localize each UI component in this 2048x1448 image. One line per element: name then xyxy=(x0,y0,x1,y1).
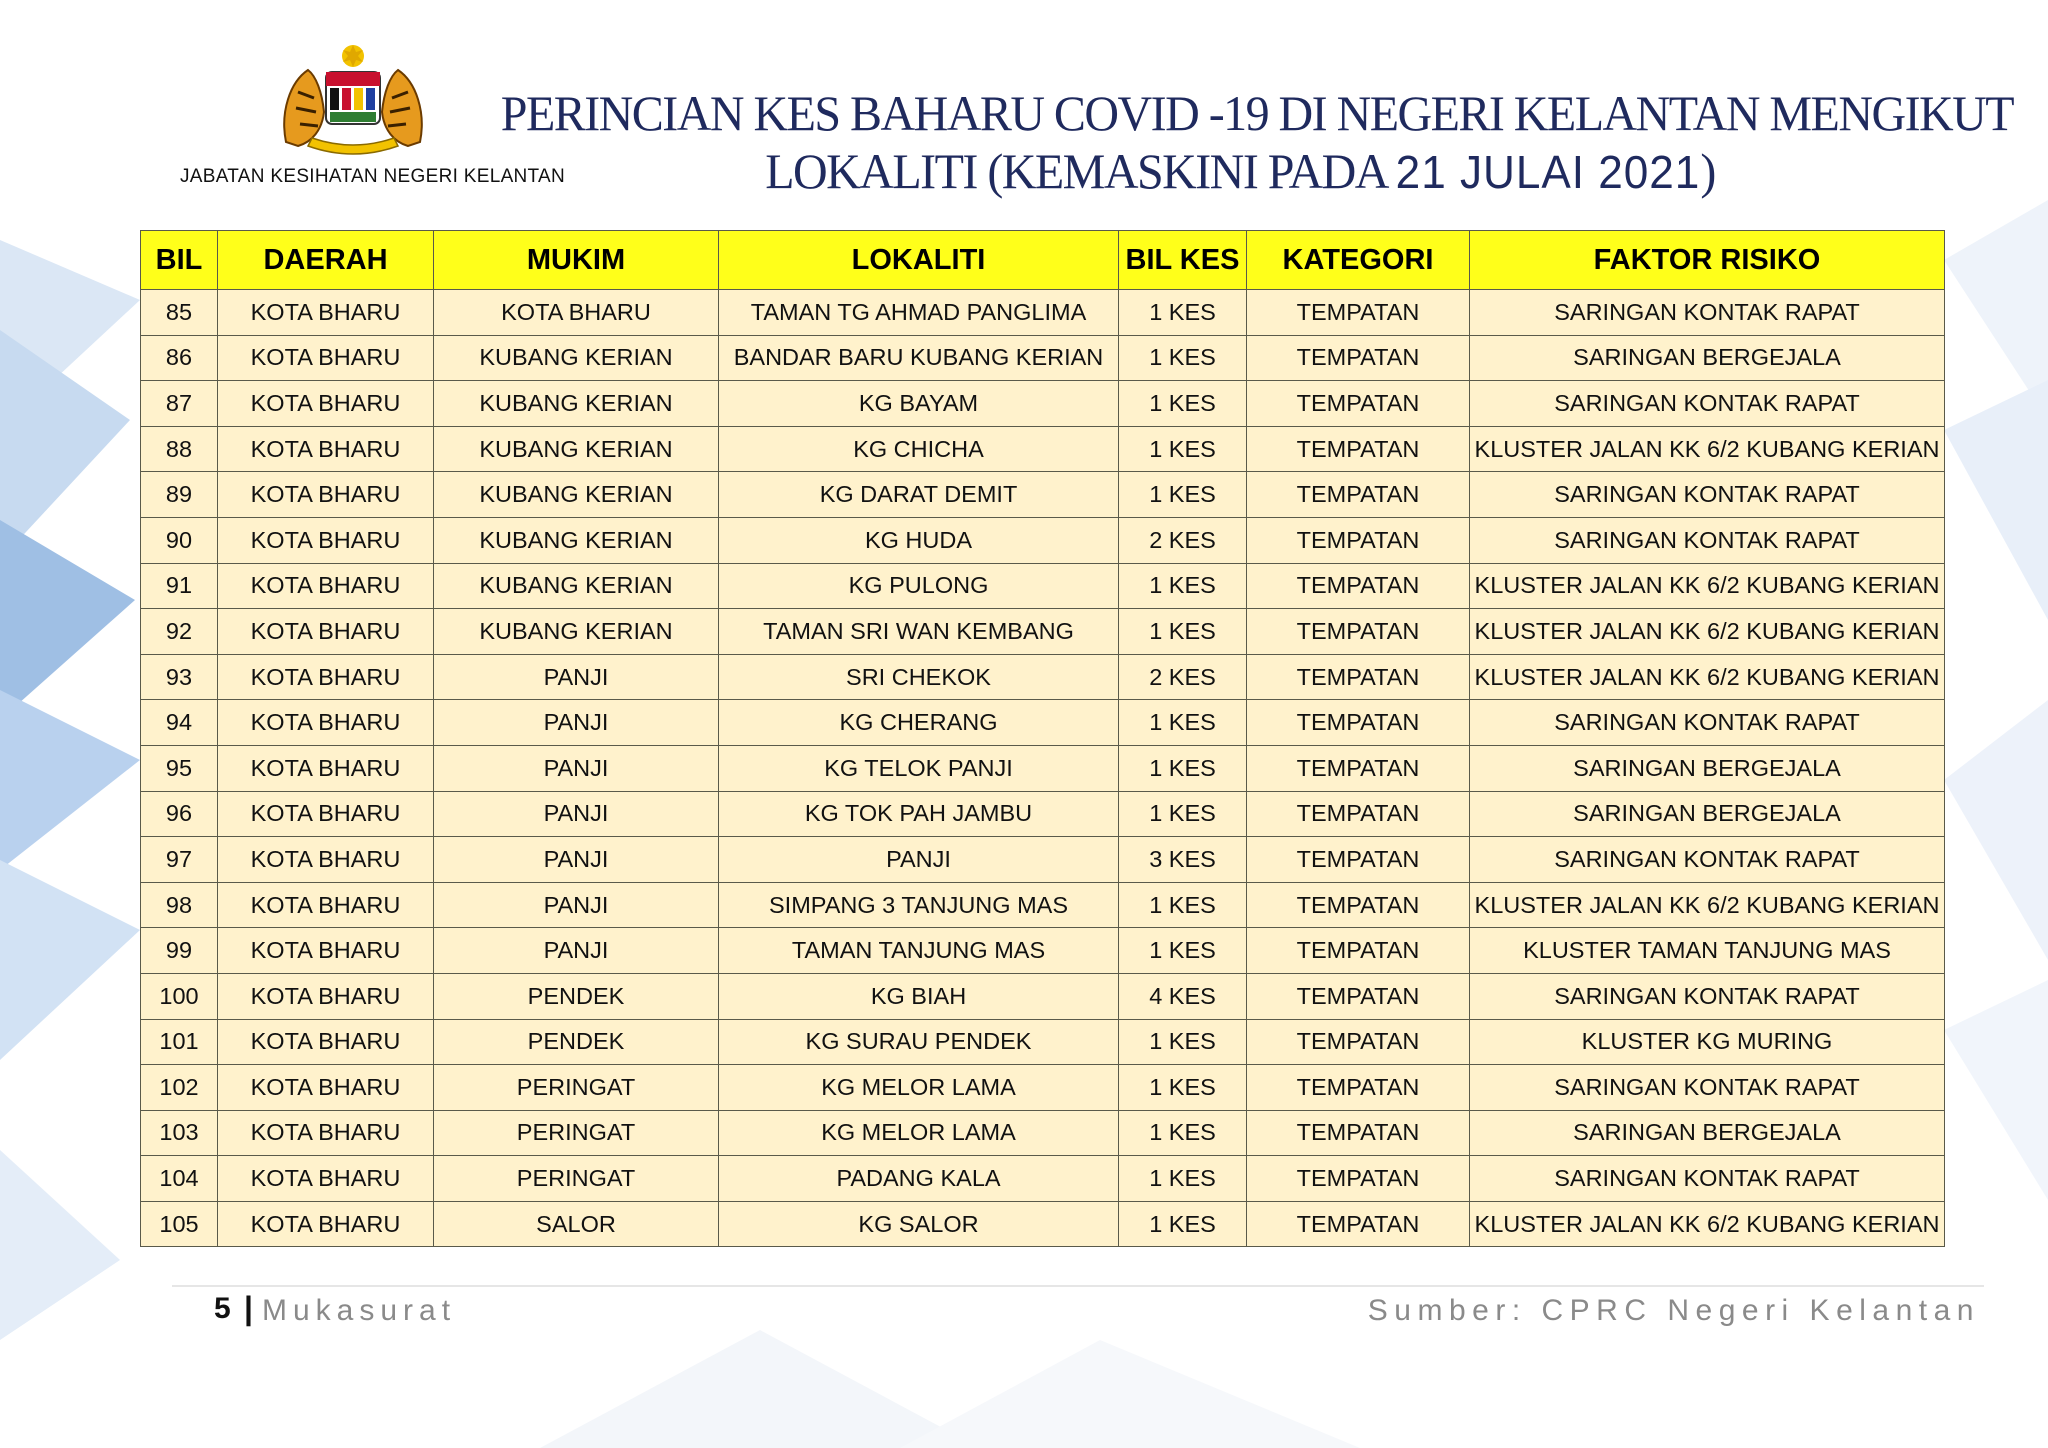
cell-kategori: TEMPATAN xyxy=(1247,290,1470,336)
cell-kategori: TEMPATAN xyxy=(1247,928,1470,974)
footer-divider xyxy=(172,1285,1984,1287)
cell-bil: 97 xyxy=(141,837,218,883)
cell-mukim: PANJI xyxy=(434,837,719,883)
cell-lokaliti: KG MELOR LAMA xyxy=(719,1110,1119,1156)
cell-faktor-risiko: KLUSTER TAMAN TANJUNG MAS xyxy=(1470,928,1945,974)
cell-mukim: KUBANG KERIAN xyxy=(434,335,719,381)
cell-bil-kes: 1 KES xyxy=(1119,381,1247,427)
cell-lokaliti: KG TOK PAH JAMBU xyxy=(719,791,1119,837)
cell-kategori: TEMPATAN xyxy=(1247,882,1470,928)
cell-faktor-risiko: KLUSTER JALAN KK 6/2 KUBANG KERIAN xyxy=(1470,1201,1945,1247)
cell-bil-kes: 2 KES xyxy=(1119,517,1247,563)
table-row xyxy=(141,928,1945,974)
title-line-1: PERINCIAN KES BAHARU COVID -19 DI NEGERI KELANTAN MENGIKUT xyxy=(500,85,2014,141)
cell-bil: 96 xyxy=(141,791,218,837)
column-header: MUKIM xyxy=(434,231,719,290)
cell-bil: 102 xyxy=(141,1065,218,1111)
table-row xyxy=(141,837,1945,883)
page-title xyxy=(500,84,2014,201)
cell-faktor-risiko: SARINGAN KONTAK RAPAT xyxy=(1470,381,1945,427)
cell-lokaliti: KG CHERANG xyxy=(719,700,1119,746)
cell-mukim: PERINGAT xyxy=(434,1065,719,1111)
cell-daerah: KOTA BHARU xyxy=(218,472,434,518)
table-row xyxy=(141,1110,1945,1156)
cell-mukim: KOTA BHARU xyxy=(434,290,719,336)
cell-daerah: KOTA BHARU xyxy=(218,700,434,746)
cell-daerah: KOTA BHARU xyxy=(218,973,434,1019)
cell-bil-kes: 1 KES xyxy=(1119,791,1247,837)
cell-lokaliti: KG PULONG xyxy=(719,563,1119,609)
cell-kategori: TEMPATAN xyxy=(1247,563,1470,609)
table-row xyxy=(141,381,1945,427)
cell-bil: 104 xyxy=(141,1156,218,1202)
cell-daerah: KOTA BHARU xyxy=(218,335,434,381)
table-row xyxy=(141,882,1945,928)
cell-daerah: KOTA BHARU xyxy=(218,290,434,336)
cell-kategori: TEMPATAN xyxy=(1247,1201,1470,1247)
table-row xyxy=(141,1019,1945,1065)
cell-daerah: KOTA BHARU xyxy=(218,517,434,563)
column-header: FAKTOR RISIKO xyxy=(1470,231,1945,290)
cell-lokaliti: KG BIAH xyxy=(719,973,1119,1019)
cell-bil-kes: 1 KES xyxy=(1119,1065,1247,1111)
cell-bil-kes: 1 KES xyxy=(1119,700,1247,746)
cell-lokaliti: KG BAYAM xyxy=(719,381,1119,427)
cell-faktor-risiko: SARINGAN KONTAK RAPAT xyxy=(1470,700,1945,746)
cases-table-container xyxy=(140,230,1944,1247)
cell-bil-kes: 1 KES xyxy=(1119,1110,1247,1156)
cell-lokaliti: PANJI xyxy=(719,837,1119,883)
cell-mukim: PANJI xyxy=(434,928,719,974)
cell-lokaliti: TAMAN TG AHMAD PANGLIMA xyxy=(719,290,1119,336)
table-header-row xyxy=(141,231,1945,290)
cell-kategori: TEMPATAN xyxy=(1247,973,1470,1019)
cell-kategori: TEMPATAN xyxy=(1247,381,1470,427)
source-credit: Sumber: CPRC Negeri Kelantan xyxy=(1367,1294,1980,1327)
cell-kategori: TEMPATAN xyxy=(1247,517,1470,563)
cell-mukim: PENDEK xyxy=(434,1019,719,1065)
cell-kategori: TEMPATAN xyxy=(1247,791,1470,837)
table-row xyxy=(141,335,1945,381)
table-row xyxy=(141,973,1945,1019)
cell-bil: 88 xyxy=(141,426,218,472)
cell-faktor-risiko: SARINGAN BERGEJALA xyxy=(1470,745,1945,791)
cell-bil-kes: 4 KES xyxy=(1119,973,1247,1019)
cell-bil: 91 xyxy=(141,563,218,609)
cell-bil-kes: 1 KES xyxy=(1119,1156,1247,1202)
page-header xyxy=(0,0,2048,230)
cell-kategori: TEMPATAN xyxy=(1247,609,1470,655)
cell-mukim: PENDEK xyxy=(434,973,719,1019)
cell-faktor-risiko: KLUSTER JALAN KK 6/2 KUBANG KERIAN xyxy=(1470,654,1945,700)
cell-lokaliti: KG TELOK PANJI xyxy=(719,745,1119,791)
cell-faktor-risiko: SARINGAN KONTAK RAPAT xyxy=(1470,290,1945,336)
cell-mukim: PANJI xyxy=(434,791,719,837)
cell-bil: 98 xyxy=(141,882,218,928)
table-row xyxy=(141,700,1945,746)
cases-table xyxy=(140,230,1945,1247)
cell-daerah: KOTA BHARU xyxy=(218,928,434,974)
cell-bil: 86 xyxy=(141,335,218,381)
cell-faktor-risiko: SARINGAN KONTAK RAPAT xyxy=(1470,472,1945,518)
cell-mukim: KUBANG KERIAN xyxy=(434,381,719,427)
table-row xyxy=(141,1065,1945,1111)
cell-bil-kes: 3 KES xyxy=(1119,837,1247,883)
cell-mukim: KUBANG KERIAN xyxy=(434,426,719,472)
cell-lokaliti: SRI CHEKOK xyxy=(719,654,1119,700)
cell-daerah: KOTA BHARU xyxy=(218,381,434,427)
cell-bil-kes: 1 KES xyxy=(1119,928,1247,974)
table-row xyxy=(141,426,1945,472)
cell-lokaliti: KG SURAU PENDEK xyxy=(719,1019,1119,1065)
table-row xyxy=(141,1201,1945,1247)
cell-daerah: KOTA BHARU xyxy=(218,745,434,791)
cell-bil-kes: 1 KES xyxy=(1119,1019,1247,1065)
cell-mukim: PERINGAT xyxy=(434,1110,719,1156)
cell-mukim: PANJI xyxy=(434,654,719,700)
cell-kategori: TEMPATAN xyxy=(1247,654,1470,700)
cell-bil: 101 xyxy=(141,1019,218,1065)
cell-faktor-risiko: KLUSTER JALAN KK 6/2 KUBANG KERIAN xyxy=(1470,609,1945,655)
cell-bil: 93 xyxy=(141,654,218,700)
cell-bil-kes: 1 KES xyxy=(1119,335,1247,381)
cell-bil-kes: 1 KES xyxy=(1119,472,1247,518)
cell-bil: 90 xyxy=(141,517,218,563)
cell-lokaliti: TAMAN TANJUNG MAS xyxy=(719,928,1119,974)
cell-mukim: KUBANG KERIAN xyxy=(434,517,719,563)
cell-faktor-risiko: SARINGAN KONTAK RAPAT xyxy=(1470,517,1945,563)
column-header: KATEGORI xyxy=(1247,231,1470,290)
cell-lokaliti: PADANG KALA xyxy=(719,1156,1119,1202)
cell-lokaliti: KG CHICHA xyxy=(719,426,1119,472)
cell-faktor-risiko: SARINGAN KONTAK RAPAT xyxy=(1470,837,1945,883)
title-line-2 xyxy=(501,142,1979,201)
cell-kategori: TEMPATAN xyxy=(1247,1156,1470,1202)
column-header: DAERAH xyxy=(218,231,434,290)
cell-bil-kes: 1 KES xyxy=(1119,1201,1247,1247)
cell-mukim: PANJI xyxy=(434,882,719,928)
page-separator: | xyxy=(244,1290,253,1326)
cell-lokaliti: KG DARAT DEMIT xyxy=(719,472,1119,518)
table-body xyxy=(141,290,1945,1247)
cell-kategori: TEMPATAN xyxy=(1247,1065,1470,1111)
cell-bil: 94 xyxy=(141,700,218,746)
table-row xyxy=(141,563,1945,609)
cell-mukim: PANJI xyxy=(434,745,719,791)
cell-lokaliti: TAMAN SRI WAN KEMBANG xyxy=(719,609,1119,655)
title-date: 21 JULAI 2021 xyxy=(1395,146,1701,198)
cell-daerah: KOTA BHARU xyxy=(218,882,434,928)
table-row xyxy=(141,609,1945,655)
cell-bil-kes: 1 KES xyxy=(1119,426,1247,472)
title-line-2-suffix: ) xyxy=(1700,143,1715,199)
table-row xyxy=(141,791,1945,837)
table-row xyxy=(141,745,1945,791)
cell-mukim: SALOR xyxy=(434,1201,719,1247)
table-row xyxy=(141,472,1945,518)
cell-faktor-risiko: SARINGAN BERGEJALA xyxy=(1470,791,1945,837)
cell-bil: 103 xyxy=(141,1110,218,1156)
cell-kategori: TEMPATAN xyxy=(1247,745,1470,791)
cell-bil: 99 xyxy=(141,928,218,974)
cell-bil: 92 xyxy=(141,609,218,655)
cell-bil: 89 xyxy=(141,472,218,518)
cell-kategori: TEMPATAN xyxy=(1247,837,1470,883)
cell-faktor-risiko: SARINGAN BERGEJALA xyxy=(1470,1110,1945,1156)
cell-faktor-risiko: KLUSTER JALAN KK 6/2 KUBANG KERIAN xyxy=(1470,426,1945,472)
column-header: BIL xyxy=(141,231,218,290)
cell-bil-kes: 1 KES xyxy=(1119,745,1247,791)
cell-faktor-risiko: KLUSTER JALAN KK 6/2 KUBANG KERIAN xyxy=(1470,563,1945,609)
cell-daerah: KOTA BHARU xyxy=(218,837,434,883)
cell-bil: 85 xyxy=(141,290,218,336)
table-row xyxy=(141,1156,1945,1202)
cell-faktor-risiko: KLUSTER JALAN KK 6/2 KUBANG KERIAN xyxy=(1470,882,1945,928)
cell-bil-kes: 2 KES xyxy=(1119,654,1247,700)
cell-daerah: KOTA BHARU xyxy=(218,654,434,700)
cell-kategori: TEMPATAN xyxy=(1247,1110,1470,1156)
table-row xyxy=(141,290,1945,336)
cell-kategori: TEMPATAN xyxy=(1247,700,1470,746)
cell-bil-kes: 1 KES xyxy=(1119,882,1247,928)
column-header: BIL KES xyxy=(1119,231,1247,290)
cell-lokaliti: KG MELOR LAMA xyxy=(719,1065,1119,1111)
cell-daerah: KOTA BHARU xyxy=(218,1065,434,1111)
cell-daerah: KOTA BHARU xyxy=(218,563,434,609)
cell-faktor-risiko: SARINGAN KONTAK RAPAT xyxy=(1470,1065,1945,1111)
table-row xyxy=(141,654,1945,700)
cell-faktor-risiko: SARINGAN KONTAK RAPAT xyxy=(1470,973,1945,1019)
cell-daerah: KOTA BHARU xyxy=(218,1201,434,1247)
cell-mukim: KUBANG KERIAN xyxy=(434,472,719,518)
cell-kategori: TEMPATAN xyxy=(1247,426,1470,472)
cell-bil-kes: 1 KES xyxy=(1119,609,1247,655)
cell-daerah: KOTA BHARU xyxy=(218,609,434,655)
malaysia-coat-of-arms-icon xyxy=(268,42,438,160)
page-number: 5 xyxy=(214,1292,231,1325)
cell-bil: 105 xyxy=(141,1201,218,1247)
cell-kategori: TEMPATAN xyxy=(1247,472,1470,518)
cell-mukim: KUBANG KERIAN xyxy=(434,609,719,655)
column-header: LOKALITI xyxy=(719,231,1119,290)
cell-mukim: PANJI xyxy=(434,700,719,746)
title-line-2-prefix: LOKALITI (KEMASKINI PADA xyxy=(765,143,1396,199)
cell-lokaliti: KG SALOR xyxy=(719,1201,1119,1247)
department-name: JABATAN KESIHATAN NEGERI KELANTAN xyxy=(180,166,566,187)
cell-bil-kes: 1 KES xyxy=(1119,563,1247,609)
page-label: Mukasurat xyxy=(262,1294,457,1327)
cell-lokaliti: KG HUDA xyxy=(719,517,1119,563)
cell-faktor-risiko: SARINGAN KONTAK RAPAT xyxy=(1470,1156,1945,1202)
cell-daerah: KOTA BHARU xyxy=(218,1019,434,1065)
cell-mukim: KUBANG KERIAN xyxy=(434,563,719,609)
cell-daerah: KOTA BHARU xyxy=(218,791,434,837)
cell-faktor-risiko: KLUSTER KG MURING xyxy=(1470,1019,1945,1065)
cell-bil: 100 xyxy=(141,973,218,1019)
cell-lokaliti: SIMPANG 3 TANJUNG MAS xyxy=(719,882,1119,928)
cell-bil: 87 xyxy=(141,381,218,427)
cell-daerah: KOTA BHARU xyxy=(218,1156,434,1202)
table-row xyxy=(141,517,1945,563)
cell-bil: 95 xyxy=(141,745,218,791)
cell-kategori: TEMPATAN xyxy=(1247,335,1470,381)
cell-daerah: KOTA BHARU xyxy=(218,1110,434,1156)
cell-faktor-risiko: SARINGAN BERGEJALA xyxy=(1470,335,1945,381)
cell-lokaliti: BANDAR BARU KUBANG KERIAN xyxy=(719,335,1119,381)
cell-daerah: KOTA BHARU xyxy=(218,426,434,472)
cell-bil-kes: 1 KES xyxy=(1119,290,1247,336)
cell-mukim: PERINGAT xyxy=(434,1156,719,1202)
cell-kategori: TEMPATAN xyxy=(1247,1019,1470,1065)
